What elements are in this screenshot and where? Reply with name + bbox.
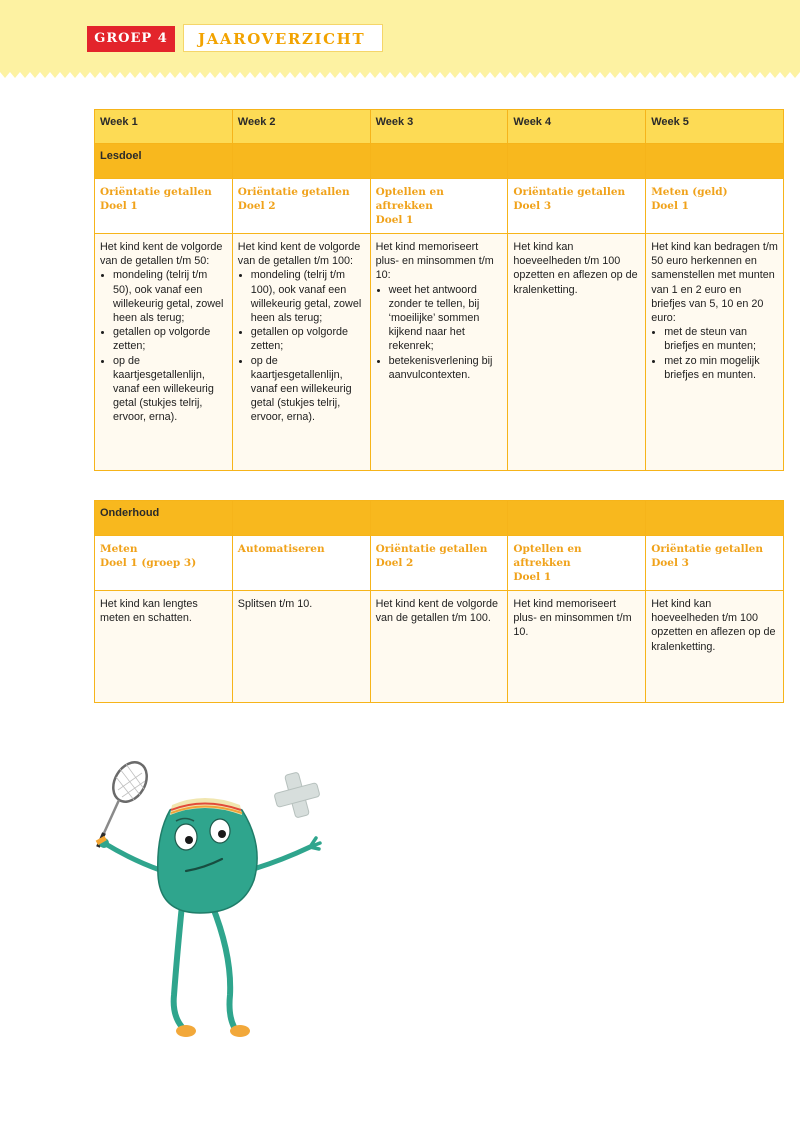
description-intro: Het kind kan hoeveelheden t/m 100 opzetten en aflezen op de kralenketting. bbox=[513, 241, 638, 296]
section-row bbox=[95, 144, 784, 179]
goal-cell bbox=[232, 179, 370, 234]
goal-title: Automatiseren bbox=[237, 543, 325, 555]
description-list bbox=[100, 268, 227, 424]
goal-cell bbox=[646, 179, 784, 234]
description-list bbox=[651, 325, 778, 382]
description-cell bbox=[646, 234, 784, 471]
goal-title: Optellen en aftrekken bbox=[375, 186, 444, 212]
goal-cell bbox=[370, 536, 508, 591]
goal-sub: Doel 3 bbox=[651, 557, 689, 569]
list-item: • getallen op volgorde zetten; bbox=[113, 325, 227, 353]
goal-sub: Doel 1 bbox=[375, 214, 414, 226]
goal-title: Oriëntatie getallen bbox=[237, 186, 350, 198]
badminton-mascot-icon bbox=[82, 755, 342, 1055]
header-band bbox=[0, 0, 800, 78]
description-text: Het kind memoriseert plus- en minsommen t/m 10. bbox=[513, 598, 632, 639]
description-intro: Het kind memoriseert plus- en minsommen t/m 10: bbox=[375, 241, 494, 282]
goal-cell bbox=[232, 536, 370, 591]
goal-sub: Doel 2 bbox=[375, 557, 414, 569]
week-header: Week 2 bbox=[232, 110, 370, 144]
list-item: • getallen op volgorde zetten; bbox=[251, 325, 365, 353]
goal-title: Optellen en aftrekken bbox=[513, 543, 582, 569]
goal-cell bbox=[508, 536, 646, 591]
description-cell bbox=[508, 591, 646, 703]
week-header-row bbox=[95, 110, 784, 144]
description-intro: Het kind kent de volgorde van de getallen t/m 100: bbox=[237, 241, 361, 268]
list-item: • mondeling (telrij t/m 50), ook vanaf een willekeurig getal, zowel heen als terug; bbox=[113, 268, 227, 325]
section-row bbox=[95, 501, 784, 536]
goal-title: Oriëntatie getallen bbox=[513, 186, 626, 198]
list-item: • met de steun van briefjes en munten; bbox=[664, 325, 778, 353]
description-text: Het kind kan lengtes meten en schatten. bbox=[100, 598, 198, 625]
racket-icon bbox=[98, 756, 153, 847]
list-item: • op de kaartjesgetallenlijn, vanaf een willekeurig getal (stukjes telrij, ervoor, erna). bbox=[113, 354, 227, 425]
description-row bbox=[95, 591, 784, 703]
list-item: • betekenisverlening bij aanvulcontexten. bbox=[389, 354, 503, 382]
description-cell bbox=[232, 591, 370, 703]
description-text: Het kind kan hoeveelheden t/m 100 opzetten en aflezen op de kralenketting. bbox=[651, 598, 776, 653]
goal-cell bbox=[646, 536, 784, 591]
week-header: Week 4 bbox=[508, 110, 646, 144]
goal-title: Oriëntatie getallen bbox=[375, 543, 488, 555]
week-header: Week 3 bbox=[370, 110, 508, 144]
onderhoud-table bbox=[94, 500, 784, 703]
goal-sub: Doel 2 bbox=[237, 200, 276, 212]
description-cell bbox=[95, 234, 233, 471]
goal-cell bbox=[370, 179, 508, 234]
description-cell bbox=[370, 591, 508, 703]
description-text: Splitsen t/m 10. bbox=[237, 598, 313, 610]
goal-title: Meten (geld) bbox=[651, 186, 728, 198]
description-intro: Het kind kan bedragen t/m 50 euro herkennen en samenstellen met munten van 1 en 2 euro en briefjes van 5, 10 en 20 euro: bbox=[651, 241, 778, 325]
goal-sub: Doel 1 bbox=[100, 200, 138, 212]
goal-sub: Doel 3 bbox=[513, 200, 552, 212]
goal-sub: Doel 1 (groep 3) bbox=[100, 557, 197, 569]
list-item: • met zo min mogelijk briefjes en munten. bbox=[664, 354, 778, 382]
page-title: JAAROVERZICHT bbox=[183, 24, 383, 52]
goal-row bbox=[95, 536, 784, 591]
description-cell bbox=[95, 591, 233, 703]
list-item: • mondeling (telrij t/m 100), ook vanaf een willekeurig getal, zowel heen als terug; bbox=[251, 268, 365, 325]
goal-row bbox=[95, 179, 784, 234]
goal-title: Oriëntatie getallen bbox=[651, 543, 763, 555]
goal-cell bbox=[95, 179, 233, 234]
description-intro: Het kind kent de volgorde van de getallen t/m 50: bbox=[100, 241, 223, 268]
zigzag-edge bbox=[0, 56, 800, 80]
description-text: Het kind kent de volgorde van de getallen t/m 100. bbox=[375, 598, 499, 625]
description-list bbox=[238, 268, 365, 424]
lesdoel-table bbox=[94, 109, 784, 471]
section-label: Onderhoud bbox=[95, 501, 233, 536]
list-item: • op de kaartjesgetallenlijn, vanaf een willekeurig getal (stukjes telrij, ervoor, erna). bbox=[251, 354, 365, 425]
goal-sub: Doel 1 bbox=[513, 571, 552, 583]
description-cell bbox=[232, 234, 370, 471]
goal-cell bbox=[95, 536, 233, 591]
goal-sub: Doel 1 bbox=[651, 200, 689, 212]
section-label: Lesdoel bbox=[95, 144, 233, 179]
goal-title: Meten bbox=[100, 543, 138, 555]
description-cell bbox=[646, 591, 784, 703]
plus-icon bbox=[270, 768, 324, 822]
goal-cell bbox=[508, 179, 646, 234]
week-header: Week 1 bbox=[95, 110, 233, 144]
description-row bbox=[95, 234, 784, 471]
description-cell bbox=[508, 234, 646, 471]
group-badge: GROEP 4 bbox=[87, 26, 175, 52]
goal-title: Oriëntatie getallen bbox=[100, 186, 212, 198]
description-list bbox=[376, 283, 503, 382]
week-header: Week 5 bbox=[646, 110, 784, 144]
list-item: • weet het antwoord zonder te tellen, bij ‘moeilijke’ sommen kijkend naar het rekenrek; bbox=[389, 283, 503, 354]
description-cell bbox=[370, 234, 508, 471]
